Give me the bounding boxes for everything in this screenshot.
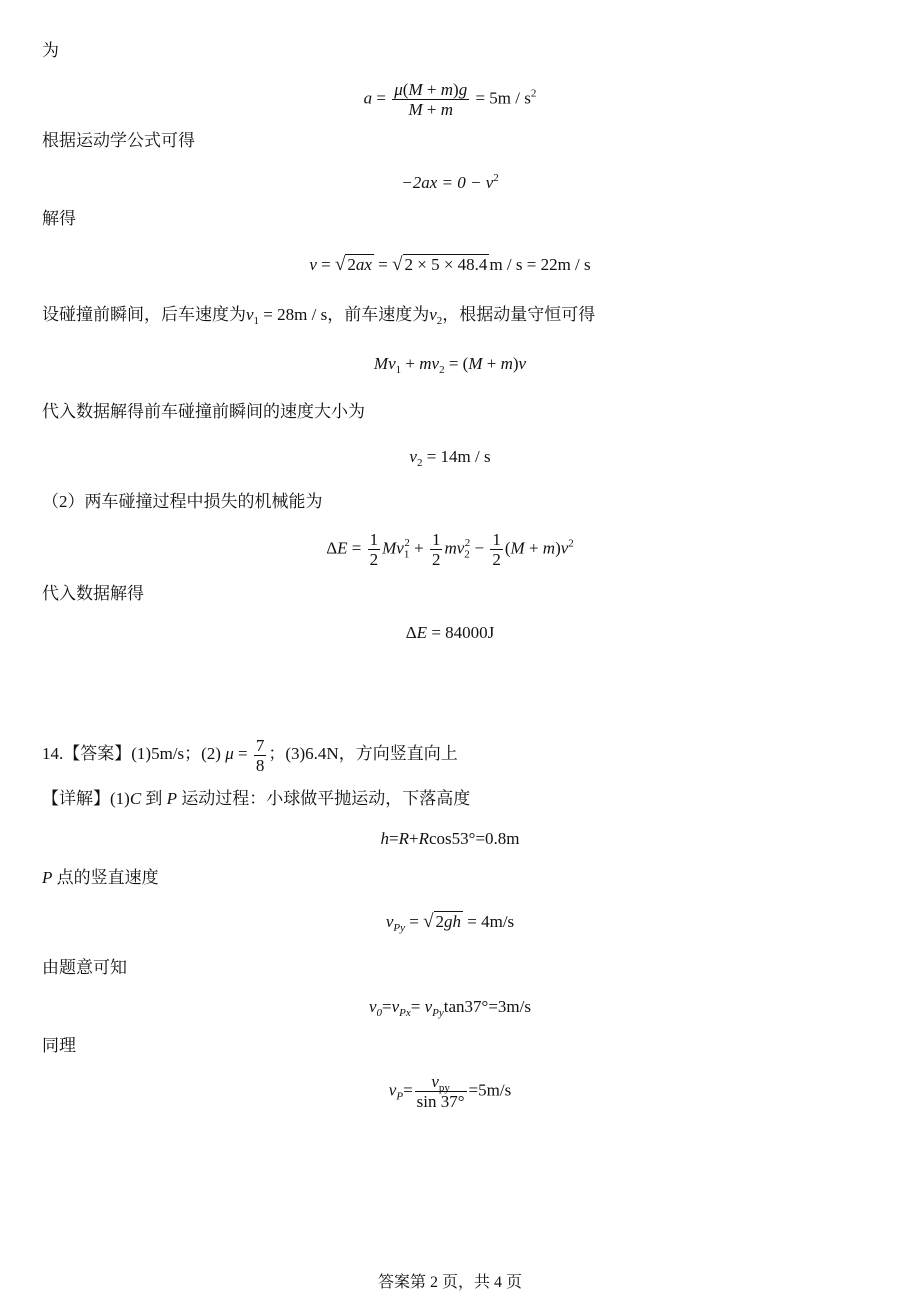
eq-v0: $v_0=v_{Px}= v_{Py}\tan 37^\circ=3m/s$ — [368, 997, 531, 1019]
fraction: $\frac{\mu(M + m)g}{M + m}$ — [394, 80, 468, 119]
kin-eq: −2ax = 0 − v — [401, 173, 494, 192]
q14-answer: 14.【答案】(1)5m/s；(2) μ = $\frac{7}{8}$ ；(3)6.4N，方向竖直向上 — [42, 735, 458, 775]
accel-result: = 5m / s — [475, 88, 531, 108]
deltaE-result: = 84000J — [431, 623, 495, 642]
line-kinematics: 根据运动学公式可得 — [42, 131, 195, 150]
line-p-vertical: P 点的竖直速度 — [42, 868, 159, 887]
eq-momentum: $Mv_1 + mv_2 = (M + m)v$ — [373, 354, 527, 376]
eq-velocity: v = √ 2ax = √ 2 × 5 × 48.4 m / s = 22m / s — [309, 254, 591, 275]
line-jiede1: 解得 — [42, 209, 76, 228]
eq-vpy: $v_{Py}$ = √ 2gh = 4m/s — [385, 911, 515, 934]
line-known: 由题意可知 — [42, 958, 127, 977]
line-part2: （2）两车碰撞过程中损失的机械能为 — [42, 492, 323, 511]
page-footer: 答案第 2 页，共 4 页 — [377, 1274, 522, 1291]
v-result: m / s = 22m / s — [489, 255, 591, 274]
mu-fraction: $\frac{7}{8}$ — [255, 735, 265, 775]
eq-energy-loss: ΔE = $\frac{1}{2}$ $Mv_1^2$ + $\frac{1}{2}$ $mv_2^2$ − $\frac{1}{2}$ $(M + m)v^2$ — [326, 530, 574, 569]
eq-v2: $v_2 = 14m / s$ — [409, 447, 491, 469]
vp-result: =5m/s — [468, 1080, 512, 1100]
eq-acceleration: a = $\frac{\mu(M + m)g}{M + m}$ = $5m / s^2$ — [363, 80, 537, 119]
line-tongli: 同理 — [42, 1036, 76, 1055]
v-numeric: 2 × 5 × 48.4 — [404, 255, 488, 274]
line-wei: 为 — [42, 41, 59, 60]
vpy-result: = 4m/s — [467, 912, 515, 931]
eq-vp: $v_P=$ $\frac{v_{py}}{\sin 37^\circ}$ =5m/s — [388, 1072, 512, 1111]
v2-result: = 14m / s — [426, 447, 491, 466]
line-detail: 【详解】(1)C 到 P 运动过程：小球做平抛运动，下落高度 — [42, 789, 471, 808]
eq-height: h=R+Rcos53°=0.8m — [380, 829, 520, 848]
eq-deltaE-result: ΔE = 84000J — [405, 623, 495, 642]
line-substitute1: 代入数据解得前车碰撞前瞬间的速度大小为 — [42, 402, 365, 421]
h-result: =0.8m — [475, 829, 520, 848]
v0-result: tan37°=3m/s — [443, 997, 531, 1016]
line-substitute2: 代入数据解得 — [42, 584, 144, 603]
eq-kinematic: $-2ax = 0 - v^2$ — [401, 172, 499, 192]
line-setup: 设碰撞前瞬间，后车速度为$v_1 = 28m / s$，前车速度为$v_2$，根据动量守恒可得 — [42, 305, 596, 327]
